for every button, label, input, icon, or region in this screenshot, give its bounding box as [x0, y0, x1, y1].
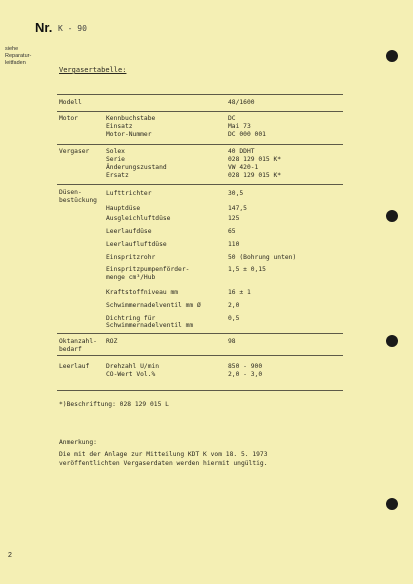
row-value: 65 — [228, 228, 236, 235]
row-label: Schwimmernadelventil mm — [106, 322, 194, 329]
row-value: 1,5 ± 0,15 — [228, 266, 266, 273]
header-nr-value: K - 90 — [58, 24, 87, 33]
remark-title: Anmerkung: — [59, 439, 97, 446]
table-rule — [57, 94, 343, 95]
footnote: *)Beschriftung: 028 129 015 L — [59, 401, 169, 408]
row-label: Kennbuchstabe — [106, 115, 156, 122]
row-group: Düsen- — [59, 189, 82, 196]
row-value: 98 — [228, 338, 236, 345]
row-value: Mai 73 — [228, 123, 251, 130]
row-label: CO-Wert Vol.% — [106, 371, 156, 378]
table-rule — [57, 111, 343, 112]
row-group: Vergaser — [59, 148, 90, 155]
row-value: 40 DDHT — [228, 148, 255, 155]
row-label: Hauptdüse — [106, 205, 141, 212]
row-value: 16 ± 1 — [228, 289, 251, 296]
punch-hole-icon — [386, 335, 398, 347]
punch-hole-icon — [386, 498, 398, 510]
row-label: Ausgleichluftdüse — [106, 215, 171, 222]
punch-hole-icon — [386, 50, 398, 62]
row-label: Dichtring für — [106, 315, 156, 322]
row-label: Lufttrichter — [106, 190, 152, 197]
row-value: 50 (Bohrung unten) — [228, 254, 297, 261]
remark-line-1: Die mit der Anlage zur Mitteilung KDT K vom 18. 5. 1973 — [59, 451, 268, 458]
row-label: Schwimmernadelventil mm Ø — [106, 302, 201, 309]
page-number: 2 — [8, 552, 12, 559]
table-rule — [57, 333, 343, 334]
row-value: 0,5 — [228, 315, 240, 322]
row-group: Motor — [59, 115, 78, 122]
row-label: Änderungszustand — [106, 164, 167, 171]
row-label: Leerlaufluftdüse — [106, 241, 167, 248]
row-label: Solex — [106, 148, 125, 155]
row-group: Leerlauf — [59, 363, 90, 370]
remark-text — [59, 450, 268, 468]
row-value: 028 129 015 K* — [228, 156, 282, 163]
row-label: Motor-Nummer — [106, 131, 152, 138]
row-label: Einspritzpumpenförder- — [106, 266, 190, 273]
row-value: DC — [228, 115, 236, 122]
table-rule — [57, 184, 343, 185]
row-value: DC 000 001 — [228, 131, 266, 138]
row-label: Leerlaufdüse — [106, 228, 152, 235]
row-label: Serie — [106, 156, 125, 163]
row-label: Einspritzrohr — [106, 254, 156, 261]
header-nr-label: Nr. — [35, 20, 53, 35]
side-note: siehe Reparatur-leitfaden — [5, 46, 32, 66]
row-value: 028 129 015 K* — [228, 172, 282, 179]
table-header-label: Modell — [59, 99, 82, 106]
row-value: 125 — [228, 215, 240, 222]
table-header-value: 48/1600 — [228, 99, 255, 106]
table-rule — [57, 144, 343, 145]
row-value: 850 - 900 — [228, 363, 263, 370]
row-value: 110 — [228, 241, 240, 248]
row-label: Drehzahl U/min — [106, 363, 160, 370]
punch-hole-icon — [386, 210, 398, 222]
row-group: bedarf — [59, 346, 82, 353]
table-rule — [57, 355, 343, 356]
row-label: Ersatz — [106, 172, 129, 179]
table-rule — [57, 390, 343, 391]
row-value: 30,5 — [228, 190, 244, 197]
row-value: 147,5 — [228, 205, 247, 212]
row-value: 2,0 - 3,0 — [228, 371, 263, 378]
row-label: menge cm³/Hub — [106, 274, 156, 281]
row-value: VW 420-1 — [228, 164, 259, 171]
row-label: Einsatz — [106, 123, 133, 130]
section-title: Vergasertabelle: — [59, 66, 127, 74]
row-value: 2,0 — [228, 302, 240, 309]
row-label: Kraftstoffniveau mm — [106, 289, 179, 296]
remark-line-2: veröffentlichten Vergaserdaten werden hiermit ungültig. — [59, 460, 268, 467]
row-label: ROZ — [106, 338, 118, 345]
row-group: Oktanzahl- — [59, 338, 97, 345]
row-group: bestückung — [59, 197, 97, 204]
